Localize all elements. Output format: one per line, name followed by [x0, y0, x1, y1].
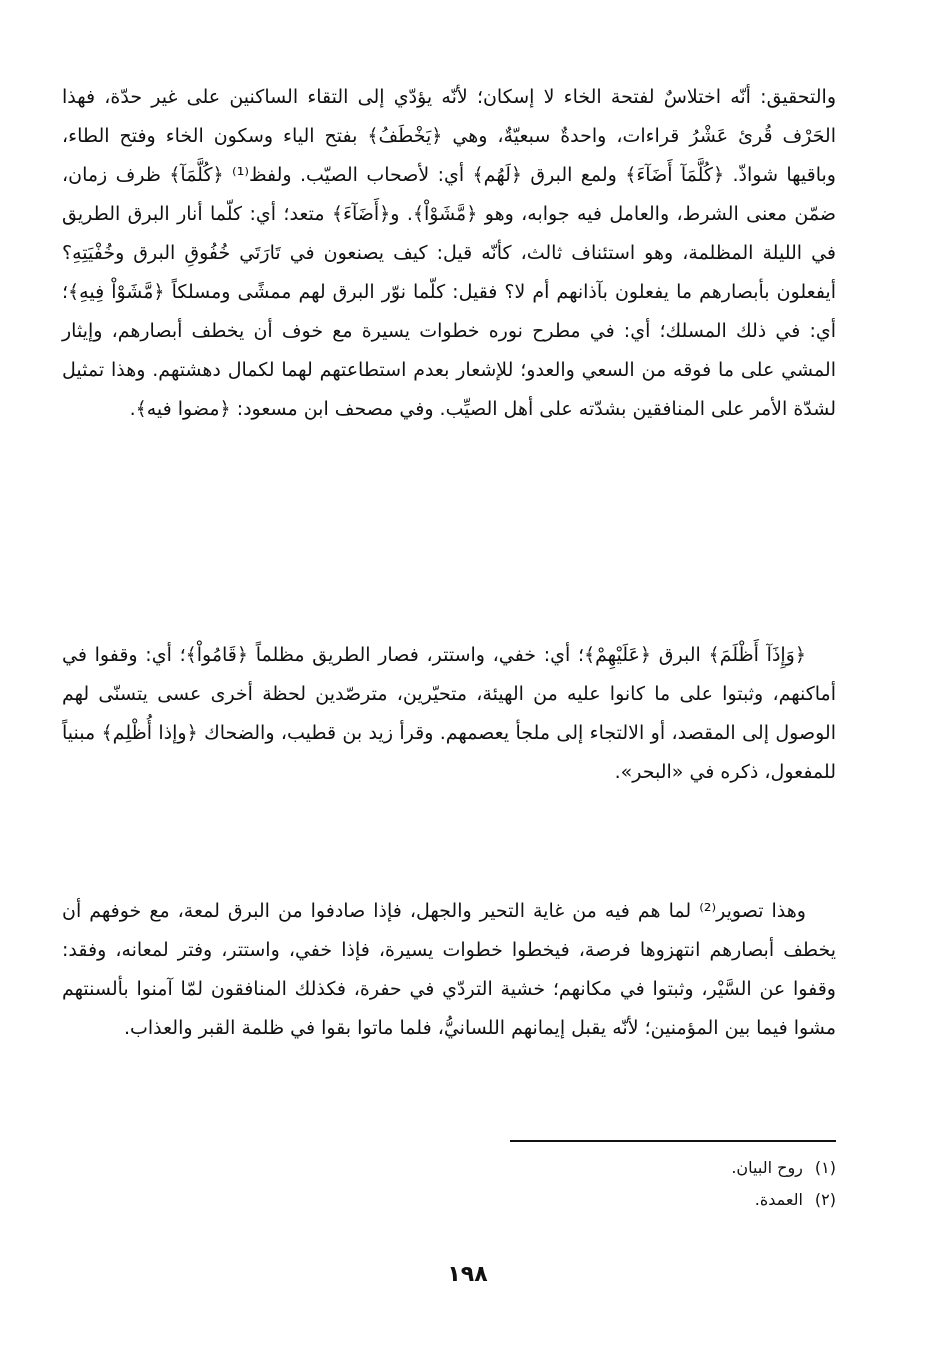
footnote-separator: [510, 1140, 836, 1142]
body-paragraph-3: وهذا تصوير⁽²⁾ لما هم فيه من غاية التحير والجهل، فإذا صادفوا من البرق لمعة، مع خوفهم أن يخطف أبصارهم انتهزوها فرصة، فيخطوا خطوات يسيرة، فإذا خفي، واستتر، وفتر لمعانه، وفقد: وقفوا عن السَّيْر، وثبتوا في مكانهم؛ خشية التردّي في حفرة، فكذلك المنافقون لمّا آمنوا بألسنتهم مشوا فيما بين المؤمنين؛ لأنّه يقبل إيمانهم اللسانيُّ، فلما ماتوا بقوا في ظلمة القبر والعذاب.: [62, 900, 836, 1039]
footnote-number: (١): [814, 1158, 836, 1177]
footnote-item-1: [400, 1152, 836, 1184]
footnote-text: العمدة.: [754, 1190, 803, 1209]
footnote-text: روح البيان.: [731, 1158, 803, 1177]
footnotes-list: [400, 1152, 836, 1216]
body-paragraph-1: والتحقيق: أنّه اختلاسٌ لفتحة الخاء لا إسكان؛ لأنّه يؤدّي إلى التقاء الساكنين على غير حدّة، فهذا الحَرْف قُرئ عَشْرُ قراءات، واحدةٌ سبعيّةٌ، وهي ﴿يَخْطَفُ﴾ بفتح الياء وسكون الخاء وفتح الطاء، وباقيها شواذّ. ﴿كُلَّمَآ أَضَآءَ﴾ ولمع البرق ﴿لَهُم﴾ أي: لأصحاب الصيّب. ولفظ⁽¹⁾ ﴿كُلَّمَآ﴾ ظرف زمان، ضمّن معنى الشرط، والعامل فيه جوابه، وهو ﴿مَّشَوْاْ﴾. و﴿أَضَآءَ﴾ متعد؛ أي: كلّما أنار البرق الطريق في الليلة المظلمة، وهو استئناف ثالث، كأنّه قيل: كيف يصنعون في تَارَتَي خُفُوقِ البرق وخُفْيَتِهِ؟ أيفعلون بأبصارهم ما يفعلون بآذانهم أم لا؟ فقيل: كلّما نوّر البرق لهم ممشًى ومسلكاً ﴿مَّشَوْاْ فِيهِ﴾؛ أي: في ذلك المسلك؛ أي: في مطرح نوره خطوات يسيرة مع خوف أن يخطف أبصارهم، وإيثار المشي على ما فوقه من السعي والعدو؛ للإشعار بعدم استطاعتهم لهما لكمال دهشتهم. وهذا تمثيل لشدّة الأمر على المنافقين بشدّته على أهل الصيِّب. وفي مصحف ابن مسعود: ﴿مضوا فيه﴾.: [62, 86, 836, 420]
footnote-item-2: [400, 1184, 836, 1216]
page-number: ١٩٨: [447, 1262, 488, 1287]
body-paragraph-2: ﴿وَإِذَآ أَظْلَمَ﴾ البرق ﴿عَلَيْهِمْ﴾؛ أي: خفي، واستتر، فصار الطريق مظلماً ﴿قَامُواْ﴾؛ أي: وقفوا في أماكنهم، وثبتوا على ما كانوا عليه من الهيئة، متحيّرين، مترصّدين لحظة أخرى عسى يتسنّى لهم الوصول إلى المقصد، أو الالتجاء إلى ملجأ يعصمهم. وقرأ زيد بن قطيب، والضحاك ﴿وإذا أُظْلِم﴾ مبنياً للمفعول، ذكره في «البحر».: [62, 644, 836, 783]
footnote-number: (٢): [814, 1190, 836, 1209]
